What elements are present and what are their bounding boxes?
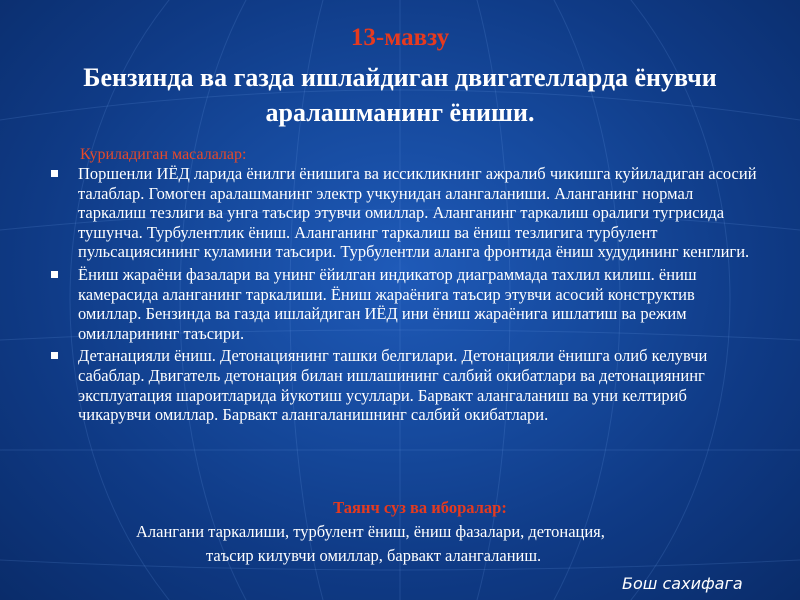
bullet-item	[48, 164, 760, 262]
keywords-label: Таянч суз ва иборалар:	[333, 498, 507, 517]
keywords-text-line-2: таъсир килувчи омиллар, барвакт алангаланиш.	[206, 546, 542, 565]
keywords-text-line-1: Алангани таркалиши, турбулент ёниш, ёниш фазалари, детонация,	[136, 522, 605, 541]
slide-title: Бензинда ва газда ишлайдиган двигателларда ёнувчи аралашманинг ёниши.	[83, 63, 717, 127]
bullet-item	[48, 265, 760, 343]
square-bullet-icon	[51, 271, 58, 278]
questions-label: Куриладиган масалалар:	[80, 146, 247, 163]
square-bullet-icon	[51, 170, 58, 177]
home-page-link[interactable]: Бош сахифага	[622, 574, 743, 593]
bullet-text: Ёниш жараёни фазалари ва унинг ёйилган индикатор диаграммада тахлил килиш. ёниш камерасида аланганинг таркалиши. Ёниш жараёнига таъсир этувчи асосий конструктив омиллар. Бензинда ва газда ишлайдиган ИЁД ини ёниш жараёнига ишлатиш ва режим омилларининг таъсири.	[78, 264, 697, 343]
square-bullet-icon	[51, 352, 58, 359]
bullet-list	[48, 164, 760, 428]
topic-number: 13-мавзу	[350, 24, 450, 51]
bullet-text: Детанацияли ёниш. Детонациянинг ташки белгилари. Детонацияли ёнишга олиб келувчи сабаблар. Двигатель детонация билан ишлашининг салбий окибатлари ва детонациянинг эксплуатация шароитларида йукотиш усуллари. Барвакт алангаланиш ва уни келтириб чикарувчи омиллар. Барвакт алангаланишнинг салбий окибатлари.	[78, 346, 708, 425]
bullet-item	[48, 346, 760, 424]
bullet-text: Поршенли ИЁД ларида ёнилги ёнишига ва иссикликнинг ажралиб чикишга куйиладиган асосий талаблар. Гомоген аралашманинг электр учкунидан алангаланиши. Аланганинг нормал таркалиш тезлиги ва унга таъсир этувчи омиллар. Аланганинг таркалиш оралиги тугрисида тушунча. Турбулентлик ёниш. Аланганинг таркалиш ва ёниш тезлигига турбулент пульсациясининг куламини таъсири. Турбулентли аланга фронтида ёниш худудининг кенглиги.	[78, 164, 757, 262]
